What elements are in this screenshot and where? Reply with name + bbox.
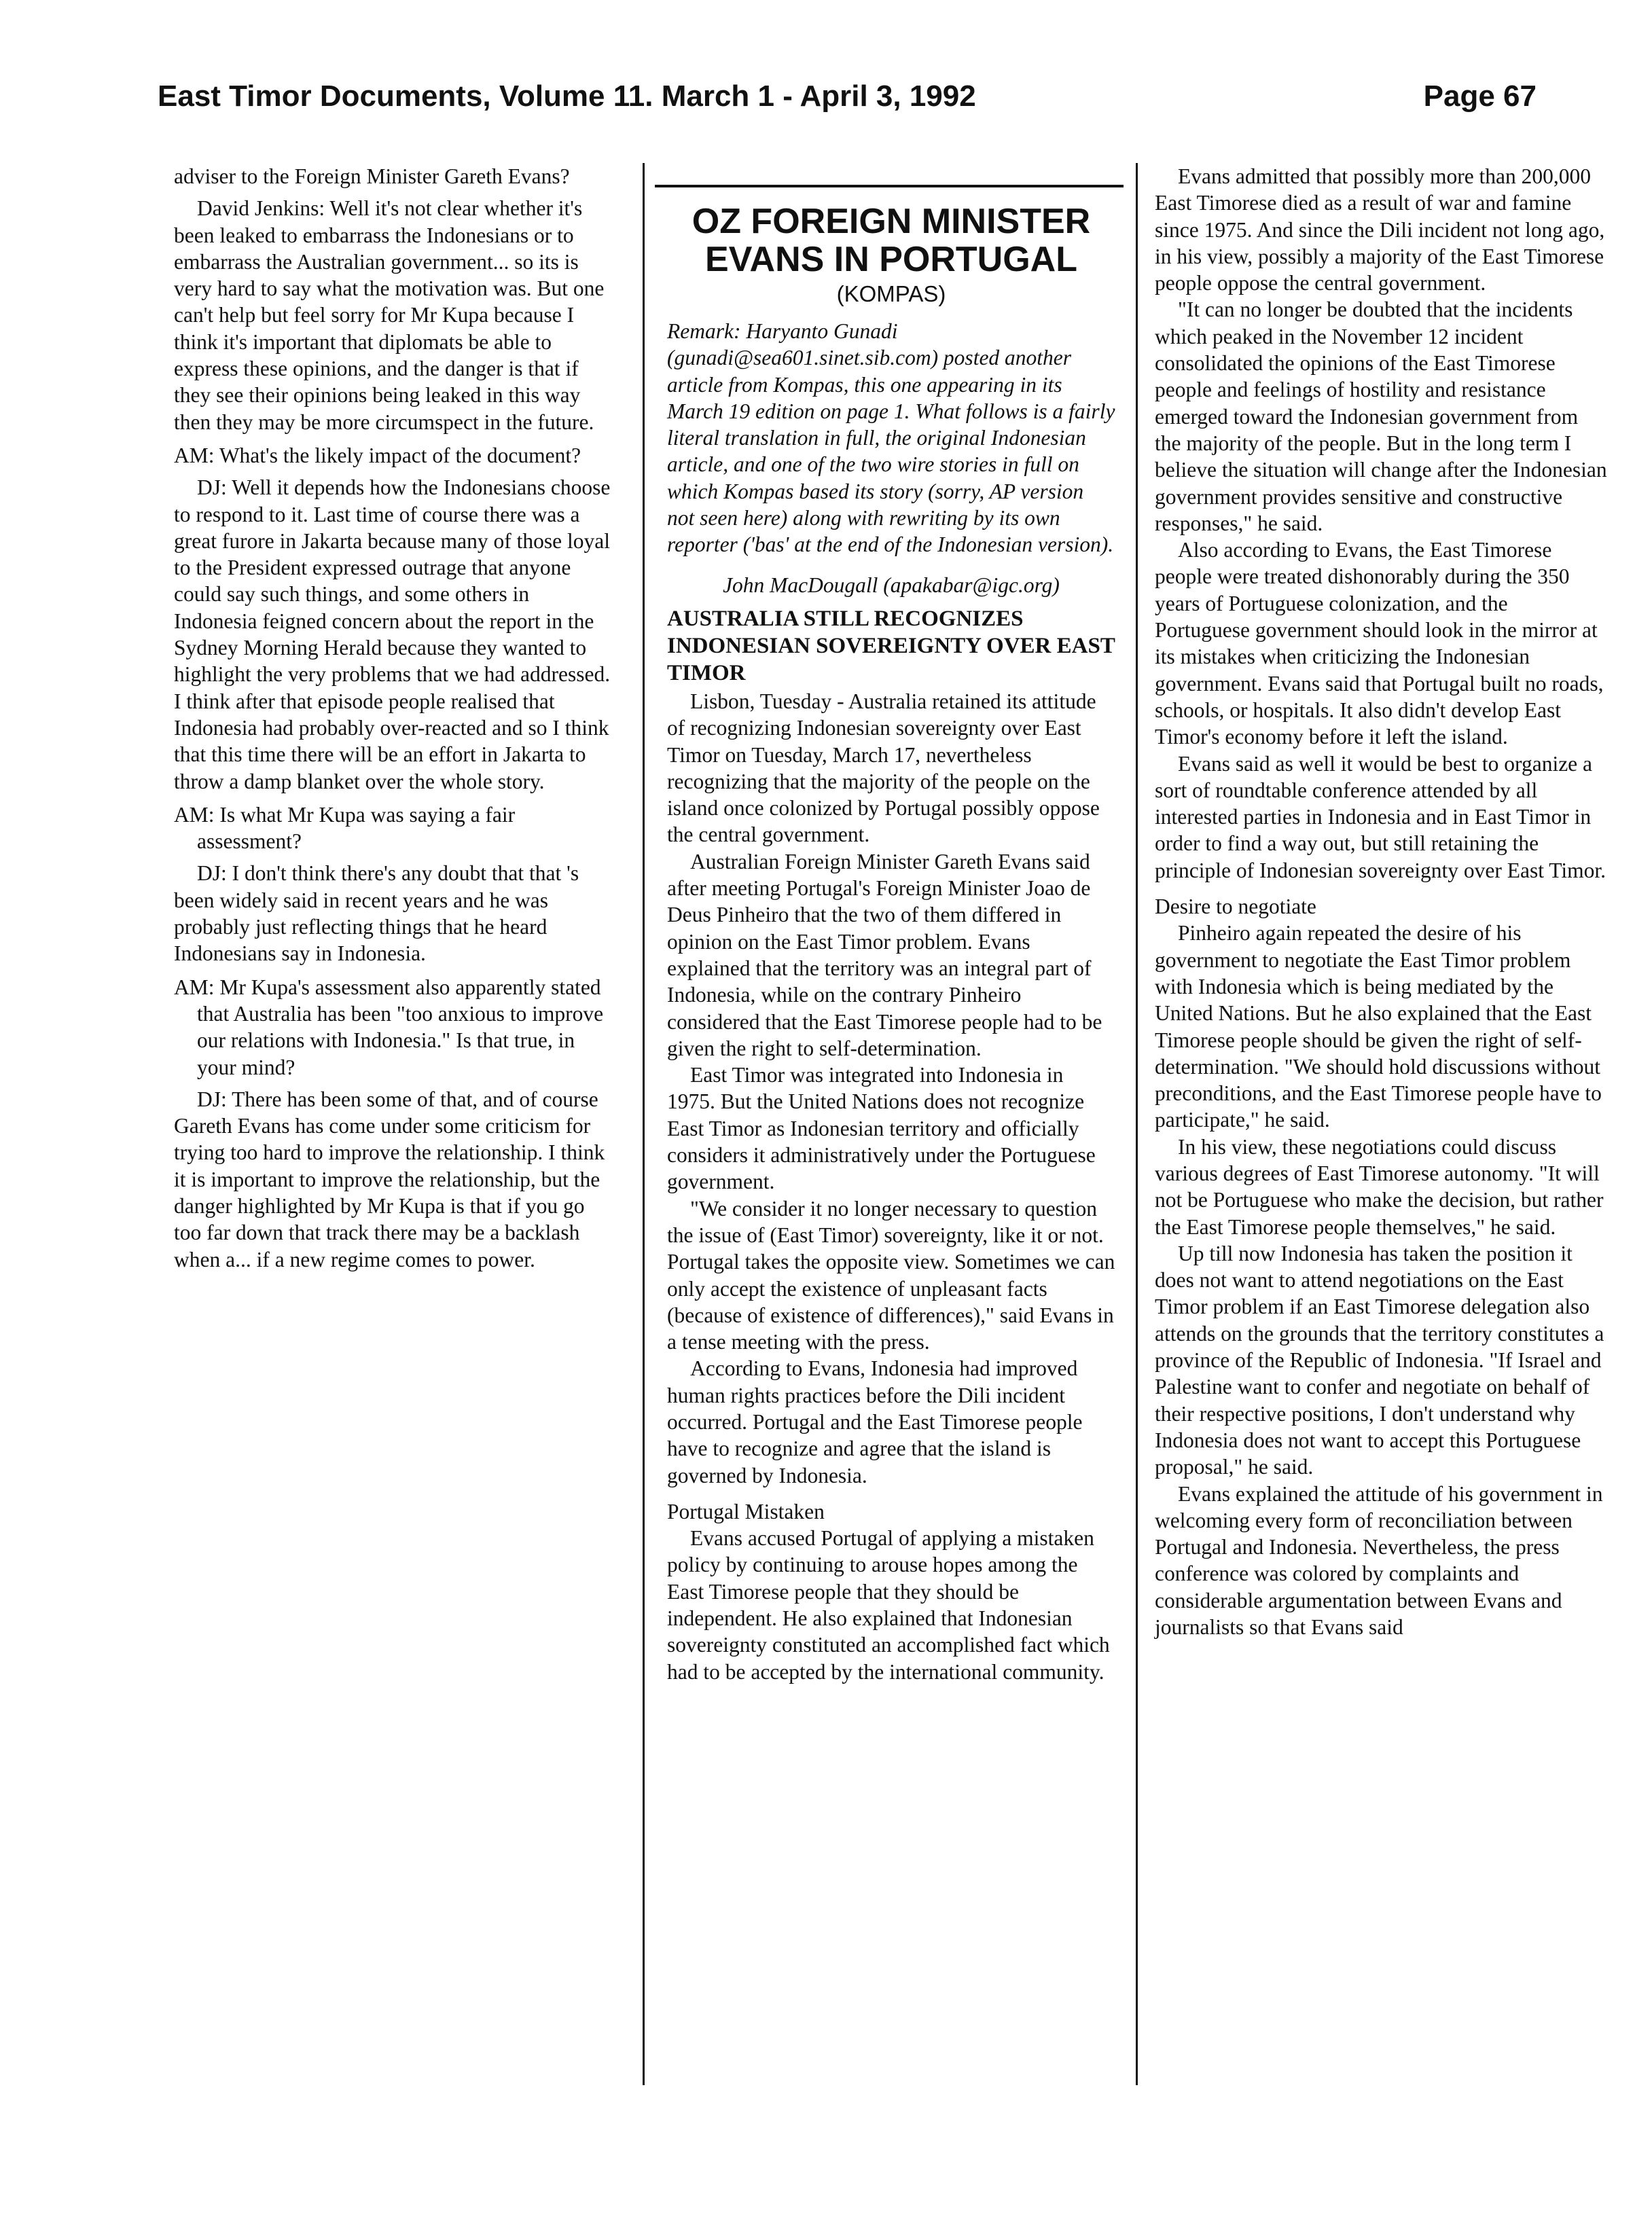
paragraph: adviser to the Foreign Minister Gareth Evans? <box>174 164 570 188</box>
section-heading: Desire to negotiate <box>1155 895 1316 919</box>
paragraph: Evans explained the attitude of his government in welcoming every form of reconciliation between Portugal and Indonesia. Nevertheless, the press conference was colored by complaints and considerable argumentation between Evans and journalists so that Evans said <box>1155 1481 1603 1640</box>
column-divider-left <box>643 163 645 2085</box>
editor-signature: John MacDougall (apakabar@igc.org) <box>723 573 1060 597</box>
interview-question: AM: Mr Kupa's assessment also apparently stated that Australia has been "too anxious to improve our relations with Indonesia." Is that true, in your mind? <box>174 975 604 1079</box>
paragraph: In his view, these negotiations could discuss various degrees of East Timorese autonomy. "It will not be Portuguese who make the decision, but rather the East Timorese people themselves," he said. <box>1155 1134 1604 1239</box>
paragraph: Up till now Indonesia has taken the position it does not want to attend negotiations on the East Timor problem if an East Timorese delegation also attends on the grounds that the territory constitutes a province of the Republic of Indonesia. "If Israel and Palestine want to confer and negotiate on behalf of their respective positions, I don't understand why Indonesia does not want to accept this Portuguese proposal," he said. <box>1155 1241 1604 1479</box>
paragraph: Evans admitted that possibly more than 200,000 East Timorese died as a result of war and famine since 1975. And since the Dili incident not long ago, in his view, possibly a majority of the East Timorese people oppose the central government. <box>1155 164 1605 295</box>
page-number: Page 67 <box>1423 79 1537 113</box>
document-title: East Timor Documents, Volume 11. March 1 - April 3, 1992 <box>158 79 976 113</box>
paragraph: East Timor was integrated into Indonesia in 1975. But the United Nations does not recognize East Timor as Indonesian territory and officially considers it administratively under the Portuguese government. <box>667 1063 1096 1194</box>
paragraph: Australian Foreign Minister Gareth Evans said after meeting Portugal's Foreign Minister Joao de Deus Pinheiro that the two of them differed in opinion on the East Timor problem. Evans explained that the territory was an integral part of Indonesia, while on the contrary Pinheiro considered that the East Timorese people had to be given the right to self-determination. <box>667 849 1102 1060</box>
article-title: OZ FOREIGN MINISTER EVANS IN PORTUGAL <box>692 202 1091 279</box>
paragraph: Evans accused Portugal of applying a mistaken policy by continuing to arouse hopes among the East Timorese people that they should be independent. He also explained that Indonesian sovereignty constituted an accomplished fact which had to be accepted by the international community. <box>667 1526 1110 1684</box>
interview-question: AM: What's the likely impact of the document? <box>174 443 581 467</box>
column-middle <box>667 163 1115 1685</box>
paragraph: David Jenkins: Well it's not clear whether it's been leaked to embarrass the Indonesians or to embarrass the Australian government... so its is very hard to say what the motivation was. But one can't help but feel sorry for Mr Kupa because I think it's important that diplomats be able to express these opinions, and the danger is that if they see their opinions being leaked in this way then they may be more circumspect in the future. <box>174 196 605 434</box>
paragraph: Lisbon, Tuesday - Australia retained its attitude of recognizing Indonesian sovereignty over East Timor on Tuesday, March 17, nevertheless recognizing that the majority of the people on the island once colonized by Portugal possibly oppose the central government. <box>667 689 1100 847</box>
column-left <box>174 163 617 1273</box>
page-header <box>158 76 1537 117</box>
column-right <box>1155 163 1607 1640</box>
paragraph: Evans said as well it would be best to organize a sort of roundtable conference attended by all interested parties in Indonesia and in East Timor in order to find a way out, but still retaining the principle of Indonesian sovereignty over East Timor. <box>1155 751 1606 882</box>
editor-remark: Remark: Haryanto Gunadi (gunadi@sea601.sinet.sib.com) posted another article from Kompas, this one appearing in its March 19 edition on page 1. What follows is a fairly literal translation in full, the original Indonesian article, and one of the two wire stories in full on which Kompas based its story (sorry, AP version not seen here) along with rewriting by its own reporter ('bas' at the end of the Indonesian version). <box>667 319 1115 557</box>
paragraph: According to Evans, Indonesia had improved human rights practices before the Dili incident occurred. Portugal and the East Timorese people have to recognize and agree that the island is governed by Indonesia. <box>667 1356 1083 1487</box>
interview-question: AM: Is what Mr Kupa was saying a fair assessment? <box>174 802 516 854</box>
article-source: (KOMPAS) <box>836 281 946 306</box>
interview-answer: DJ: There has been some of that, and of course Gareth Evans has come under some criticism for trying too hard to improve the relationship. I think it is important to improve the relationship, but the danger highlighted by Mr Kupa is that if you go too far down that track there may be a backlash when a... if a new regime comes to power. <box>174 1087 605 1271</box>
story-headline: AUSTRALIA STILL RECOGNIZES INDONESIAN SOVEREIGNTY OVER EAST TIMOR <box>667 606 1115 685</box>
interview-answer: DJ: Well it depends how the Indonesians choose to respond to it. Last time of course there was a great furore in Jakarta because many of those loyal to the President expressed outrage that anyone could say such things, and some others in Indonesia feigned concern about the report in the Sydney Morning Herald because they wanted to highlight the very problems that we had addressed. I think after that episode people realised that Indonesia had probably over-reacted and so I think that this time there will be an effort in Jakarta to throw a damp blanket over the whole story. <box>174 475 611 793</box>
interview-answer: DJ: I don't think there's any doubt that that 's been widely said in recent years and he was probably just reflecting things that he heard Indonesians say in Indonesia. <box>174 861 579 966</box>
section-heading: Portugal Mistaken <box>667 1499 825 1523</box>
column-divider-right <box>1136 163 1138 2085</box>
paragraph: Pinheiro again repeated the desire of his government to negotiate the East Timor problem with Indonesia which is being mediated by the United Nations. But he also explained that the East Timorese people should be given the right of self-determination. "We should hold discussions without preconditions, and the East Timorese people have to participate," he said. <box>1155 921 1602 1132</box>
paragraph: "We consider it no longer necessary to question the issue of (East Timor) sovereignty, like it or not. Portugal takes the opposite view. Sometimes we can only accept the existence of unpleasant facts (because of existence of differences)," said Evans in a tense meeting with the press. <box>667 1196 1115 1354</box>
paragraph: "It can no longer be doubted that the incidents which peaked in the November 12 incident consolidated the opinions of the East Timorese people and feelings of hostility and resistance emerged toward the Indonesian government from the majority of the people. But in the long term I believe the situation will change after the Indonesian government provides sensitive and constructive responses," he said. <box>1155 297 1607 535</box>
paragraph: Also according to Evans, the East Timorese people were treated dishonorably during the 350 years of Portuguese colonization, and the Portuguese government should look in the mirror at its mistakes when criticizing the Indonesian government. Evans said that Portugal built no roads, schools, or hospitals. It also didn't develop East Timor's economy before it left the island. <box>1155 538 1604 749</box>
